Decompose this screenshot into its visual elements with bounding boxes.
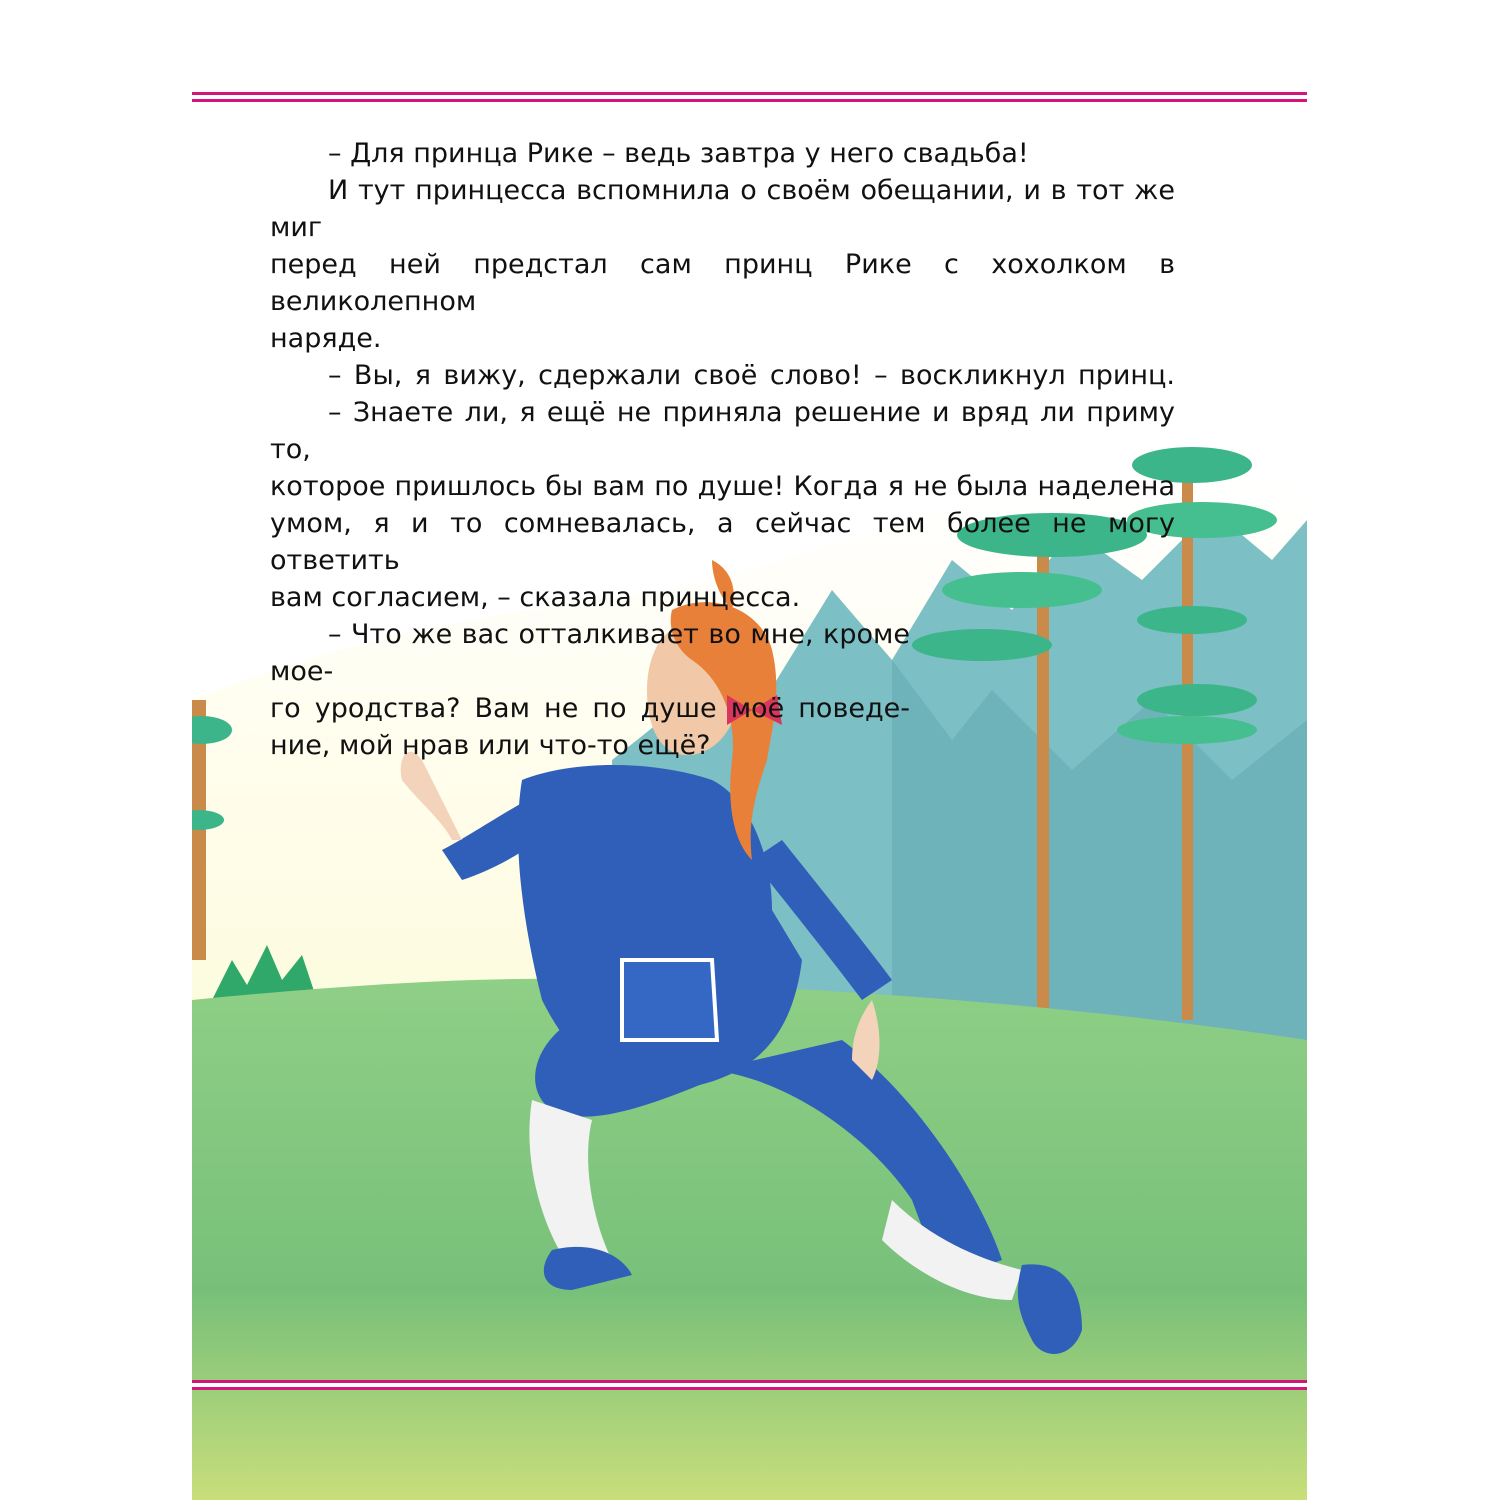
paragraph-line: которое пришлось бы вам по душе! Когда я не была наделена — [270, 471, 1175, 502]
paragraph-line: И тут принцесса вспомнила о своём обещании, и в тот же миг — [270, 175, 1175, 243]
paragraph-line: перед ней предстал сам принц Рике с хохолком в великолепном — [270, 249, 1175, 317]
paragraph-line: наряде. — [270, 323, 382, 354]
paragraph-line: умом, я и то сомневалась, а сейчас тем более не могу ответить — [270, 508, 1175, 576]
paragraph-line: ние, мой нрав или что-то ещё? — [270, 730, 711, 761]
paragraph-line: – Вы, я вижу, сдержали своё слово! – воскликнул принц. — [328, 360, 1175, 391]
bottom-decorative-rule — [192, 1380, 1307, 1390]
story-text — [270, 135, 1175, 764]
paragraph-line: – Что же вас отталкивает во мне, кроме мое- — [270, 619, 910, 687]
paragraph-line: – Для принца Рике – ведь завтра у него свадьба! — [328, 138, 1029, 169]
paragraph-line: го уродства? Вам не по душе моё поведе- — [270, 693, 910, 724]
paragraph-line: – Знаете ли, я ещё не приняла решение и вряд ли приму то, — [270, 397, 1175, 465]
paragraph-line: вам согласием, – сказала принцесса. — [270, 582, 801, 613]
top-decorative-rule — [192, 92, 1307, 102]
